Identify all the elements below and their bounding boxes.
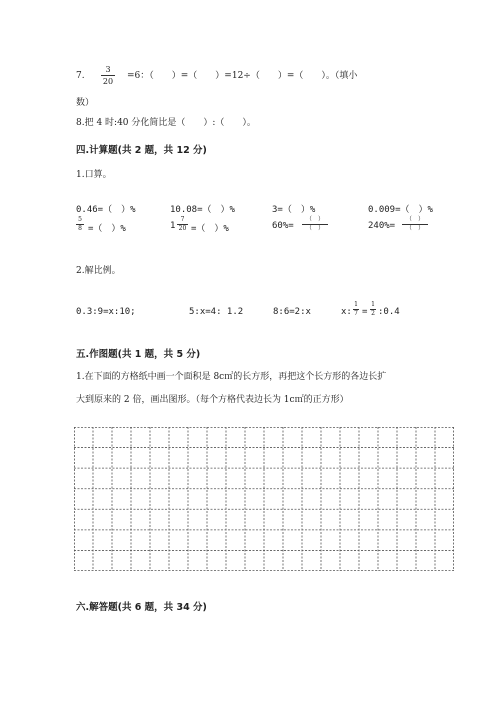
oral-item-5-fraction bbox=[76, 217, 84, 232]
oral-item-3: 3=（ ）% bbox=[272, 205, 316, 215]
ratio-eq-4-num-1: 1 bbox=[354, 301, 358, 308]
oral-item-7-head: 60%= bbox=[272, 221, 294, 231]
ratio-eq-4-equals: = bbox=[362, 307, 368, 317]
oral-item-6-denominator: 20 bbox=[178, 225, 187, 232]
ratio-eq-3: 8:6=2:x bbox=[273, 307, 311, 317]
section-6-title: 六.解答题(共 6 题，共 34 分) bbox=[76, 602, 207, 613]
grid-paper[interactable] bbox=[74, 427, 454, 571]
oral-item-2: 10.08=（ ）% bbox=[170, 205, 235, 215]
oral-item-1: 0.46=（ ）% bbox=[76, 205, 136, 215]
ratio-eq-4-fraction-1 bbox=[353, 302, 359, 317]
oral-item-8-denominator: （ ） bbox=[405, 225, 424, 232]
oral-item-8-numerator: （ ） bbox=[405, 216, 424, 223]
oral-item-6-numerator: 7 bbox=[180, 216, 185, 223]
oral-item-5-denominator: 8 bbox=[78, 225, 82, 232]
ratio-eq-4-num-2: 1 bbox=[371, 301, 375, 308]
oral-item-8-head: 240%= bbox=[368, 221, 396, 231]
oral-item-7-numerator: （ ） bbox=[305, 216, 324, 223]
q7-fraction-denominator: 20 bbox=[102, 77, 114, 86]
draw-question-line-2: 大到原来的 2 倍，画出图形。（每个方格代表边长为 1c㎡的正方形） bbox=[76, 395, 349, 405]
section-5-title: 五.作图题(共 1 题，共 5 分) bbox=[76, 349, 201, 360]
draw-question-line-1: 1.在下面的方格纸中画一个面积是 8c㎡的长方形，再把这个长方形的各边长扩 bbox=[76, 372, 387, 382]
oral-item-7-denominator: （ ） bbox=[305, 225, 324, 232]
oral-item-8-fraction bbox=[402, 217, 428, 232]
oral-item-5-numerator: 5 bbox=[78, 216, 82, 223]
oral-calc-label: 1.口算。 bbox=[76, 170, 112, 180]
ratio-eq-4-start: x: bbox=[341, 307, 352, 317]
oral-item-6-fraction bbox=[177, 217, 188, 232]
q7-text-continued: 数） bbox=[76, 98, 95, 108]
q8-text: 8.把 4 时:40 分化简比是（ ）:（ ）。 bbox=[76, 118, 256, 128]
q7-fraction bbox=[101, 65, 115, 86]
oral-item-4: 0.009=（ ）% bbox=[368, 205, 433, 215]
ratio-eq-1: 0.3:9=x:10; bbox=[76, 307, 136, 317]
ratio-eq-4-end: :0.4 bbox=[378, 307, 400, 317]
oral-item-6-whole: 1 bbox=[170, 221, 176, 231]
ratio-label: 2.解比例。 bbox=[76, 266, 121, 276]
ratio-eq-2: 5:x=4: 1.2 bbox=[189, 307, 244, 317]
oral-item-7-fraction bbox=[302, 217, 328, 232]
oral-item-5-tail: =（ ）% bbox=[88, 224, 126, 234]
q7-text: =6：（ ）=（ ）=12÷（ ）=（ ）。（填小 bbox=[127, 71, 358, 81]
ratio-eq-4-den-1: 7 bbox=[354, 310, 358, 317]
section-4-title: 四.计算题(共 2 题，共 12 分) bbox=[76, 145, 207, 156]
ratio-eq-4-den-2: 2 bbox=[371, 310, 375, 317]
oral-item-6-tail: =（ ）% bbox=[191, 224, 229, 234]
ratio-eq-4-fraction-2 bbox=[370, 302, 376, 317]
q7-number: 7. bbox=[76, 71, 85, 81]
q7-fraction-numerator: 3 bbox=[105, 65, 111, 74]
